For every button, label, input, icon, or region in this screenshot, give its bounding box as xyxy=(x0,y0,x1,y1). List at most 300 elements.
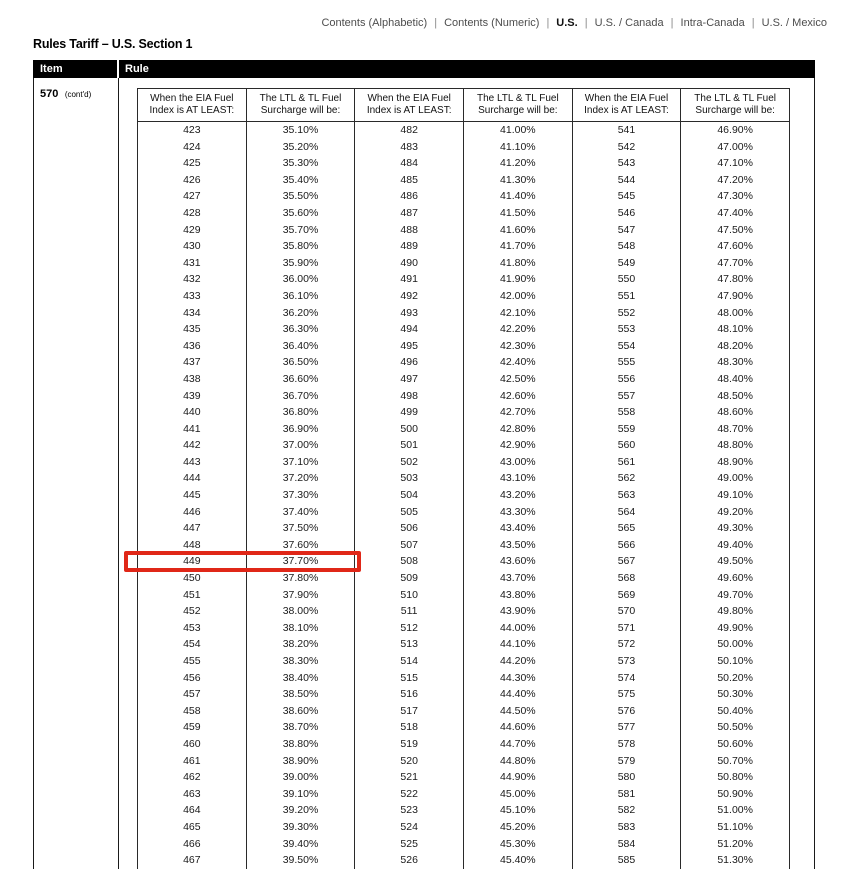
table-row xyxy=(138,753,354,770)
table-row xyxy=(573,802,789,819)
eia-index-value: 436 xyxy=(183,339,201,352)
surcharge-value: 37.90% xyxy=(246,587,355,604)
table-row xyxy=(138,404,354,421)
page-title: Rules Tariff – U.S. Section 1 xyxy=(33,37,193,51)
table-row xyxy=(573,769,789,786)
eia-index-value: 579 xyxy=(617,754,636,767)
surcharge-value: 43.00% xyxy=(463,454,572,471)
table-row xyxy=(355,769,571,786)
surcharge-column-header: The LTL & TL Fuel Surcharge will be: xyxy=(680,89,789,121)
surcharge-value: 39.00% xyxy=(246,769,355,786)
eia-index-value: 510 xyxy=(400,588,418,601)
item-contd-suffix: (cont'd) xyxy=(64,90,92,99)
surcharge-value: 42.40% xyxy=(463,354,572,371)
table-row xyxy=(573,305,789,322)
eia-index-value: 502 xyxy=(400,455,418,468)
surcharge-value: 47.40% xyxy=(680,205,789,222)
eia-index-value: 437 xyxy=(183,356,201,369)
eia-index-value: 576 xyxy=(617,704,636,717)
item-rule-divider xyxy=(118,78,119,869)
surcharge-value: 47.00% xyxy=(680,139,789,156)
eia-index-value: 569 xyxy=(617,588,636,601)
surcharge-value: 39.50% xyxy=(246,852,355,869)
table-row xyxy=(138,222,354,239)
table-row xyxy=(355,570,571,587)
rule-column-label: Rule xyxy=(125,63,149,75)
table-row xyxy=(573,139,789,156)
table-row xyxy=(355,222,571,239)
table-row xyxy=(573,836,789,853)
table-row xyxy=(355,188,571,205)
table-row xyxy=(355,719,571,736)
eia-index-value: 561 xyxy=(617,455,636,468)
table-column-pair xyxy=(138,89,354,869)
surcharge-value: 41.20% xyxy=(463,155,572,172)
surcharge-value: 50.30% xyxy=(680,686,789,703)
eia-index-value: 557 xyxy=(617,389,636,402)
eia-index-value: 448 xyxy=(183,538,201,551)
table-row xyxy=(573,437,789,454)
surcharge-value: 51.00% xyxy=(680,802,789,819)
surcharge-value: 42.50% xyxy=(463,371,572,388)
surcharge-value: 36.10% xyxy=(246,288,355,305)
eia-index-value: 580 xyxy=(617,771,636,784)
eia-index-value: 428 xyxy=(183,206,201,219)
table-row xyxy=(355,470,571,487)
table-row xyxy=(355,321,571,338)
surcharge-value: 38.50% xyxy=(246,686,355,703)
table-row xyxy=(355,753,571,770)
surcharge-value: 43.90% xyxy=(463,603,572,620)
surcharge-value: 41.60% xyxy=(463,222,572,239)
table-row xyxy=(355,238,571,255)
eia-index-value: 433 xyxy=(183,289,201,302)
surcharge-value: 49.50% xyxy=(680,553,789,570)
table-row xyxy=(355,172,571,189)
pair-header-row xyxy=(138,89,354,122)
eia-index-value: 442 xyxy=(183,439,201,452)
table-row xyxy=(573,205,789,222)
table-row xyxy=(355,504,571,521)
eia-index-value: 556 xyxy=(617,372,636,385)
table-row xyxy=(573,454,789,471)
surcharge-value: 35.30% xyxy=(246,155,355,172)
frame-body xyxy=(33,78,815,869)
table-row xyxy=(138,371,354,388)
eia-index-value: 494 xyxy=(400,323,418,336)
eia-index-value: 547 xyxy=(617,223,636,236)
surcharge-value: 38.00% xyxy=(246,603,355,620)
table-row xyxy=(573,172,789,189)
eia-index-value: 487 xyxy=(400,206,418,219)
item-number: 570 xyxy=(40,88,59,100)
surcharge-value: 48.00% xyxy=(680,305,789,322)
nav-contents-alphabetic[interactable]: Contents (Alphabetic) xyxy=(321,17,428,29)
table-row xyxy=(355,703,571,720)
surcharge-value: 37.50% xyxy=(246,520,355,537)
eia-index-value: 551 xyxy=(617,289,636,302)
surcharge-value: 48.20% xyxy=(680,338,789,355)
eia-index-value: 583 xyxy=(617,820,636,833)
surcharge-value: 41.80% xyxy=(463,255,572,272)
table-row xyxy=(573,703,789,720)
table-row xyxy=(138,703,354,720)
surcharge-value: 42.80% xyxy=(463,421,572,438)
nav-intra-canada[interactable]: Intra-Canada xyxy=(680,17,745,29)
surcharge-value: 47.20% xyxy=(680,172,789,189)
table-row xyxy=(573,371,789,388)
surcharge-value: 41.90% xyxy=(463,271,572,288)
eia-index-value: 434 xyxy=(183,306,201,319)
surcharge-value: 41.50% xyxy=(463,205,572,222)
eia-index-value: 519 xyxy=(400,737,418,750)
eia-index-value: 498 xyxy=(400,389,418,402)
eia-index-value: 549 xyxy=(617,256,636,269)
eia-index-value: 429 xyxy=(183,223,201,236)
eia-index-value: 584 xyxy=(617,837,636,850)
surcharge-value: 42.30% xyxy=(463,338,572,355)
surcharge-value: 38.90% xyxy=(246,753,355,770)
table-row xyxy=(355,670,571,687)
table-row xyxy=(138,836,354,853)
eia-index-value: 503 xyxy=(400,472,418,485)
eia-index-value: 554 xyxy=(617,339,636,352)
surcharge-value: 51.20% xyxy=(680,836,789,853)
eia-index-value: 567 xyxy=(617,555,636,568)
nav-contents-numeric[interactable]: Contents (Numeric) xyxy=(444,17,540,29)
pair-rows xyxy=(138,122,354,869)
eia-index-value: 564 xyxy=(617,505,636,518)
table-row xyxy=(355,603,571,620)
table-row xyxy=(355,271,571,288)
surcharge-value: 44.70% xyxy=(463,736,572,753)
eia-index-value: 426 xyxy=(183,173,201,186)
table-row xyxy=(573,852,789,869)
surcharge-value: 35.10% xyxy=(246,122,355,139)
table-row xyxy=(573,587,789,604)
table-row xyxy=(138,819,354,836)
table-row xyxy=(573,238,789,255)
eia-index-value: 440 xyxy=(183,406,201,419)
table-row xyxy=(573,421,789,438)
table-row xyxy=(573,736,789,753)
surcharge-value: 44.00% xyxy=(463,620,572,637)
item-column-label: Item xyxy=(40,63,63,75)
index-column-header: When the EIA Fuel Index is AT LEAST: xyxy=(584,93,669,116)
surcharge-value: 44.10% xyxy=(463,636,572,653)
table-row xyxy=(138,570,354,587)
table-row xyxy=(138,786,354,803)
surcharge-value: 49.80% xyxy=(680,603,789,620)
table-row xyxy=(355,454,571,471)
table-row xyxy=(573,388,789,405)
eia-index-value: 512 xyxy=(400,621,418,634)
eia-index-value: 517 xyxy=(400,704,418,717)
table-row xyxy=(573,122,789,139)
eia-index-value: 463 xyxy=(183,787,201,800)
table-row xyxy=(138,139,354,156)
table-row xyxy=(138,504,354,521)
table-row xyxy=(355,288,571,305)
surcharge-value: 43.70% xyxy=(463,570,572,587)
table-row xyxy=(355,520,571,537)
table-row xyxy=(573,470,789,487)
eia-index-value: 571 xyxy=(617,621,636,634)
surcharge-value: 36.80% xyxy=(246,404,355,421)
eia-index-value: 449 xyxy=(183,555,201,568)
eia-index-value: 488 xyxy=(400,223,418,236)
eia-index-value: 511 xyxy=(400,605,418,618)
eia-index-value: 456 xyxy=(183,671,201,684)
table-row xyxy=(138,188,354,205)
table-row xyxy=(573,603,789,620)
surcharge-value: 41.10% xyxy=(463,139,572,156)
table-row xyxy=(573,620,789,637)
surcharge-value: 36.50% xyxy=(246,354,355,371)
eia-index-value: 524 xyxy=(400,820,418,833)
table-row xyxy=(573,786,789,803)
eia-index-value: 465 xyxy=(183,820,201,833)
table-row xyxy=(573,819,789,836)
eia-index-value: 509 xyxy=(400,572,418,585)
table-row xyxy=(138,520,354,537)
eia-index-value: 515 xyxy=(400,671,418,684)
surcharge-value: 44.80% xyxy=(463,753,572,770)
eia-index-value: 572 xyxy=(617,638,636,651)
eia-index-value: 506 xyxy=(400,522,418,535)
surcharge-value: 37.20% xyxy=(246,470,355,487)
surcharge-value: 37.00% xyxy=(246,437,355,454)
eia-index-value: 525 xyxy=(400,837,418,850)
eia-index-value: 582 xyxy=(617,804,636,817)
eia-index-value: 453 xyxy=(183,621,201,634)
nav-separator: | xyxy=(670,17,674,29)
eia-index-value: 546 xyxy=(617,206,636,219)
surcharge-value: 38.80% xyxy=(246,736,355,753)
eia-index-value: 443 xyxy=(183,455,201,468)
surcharge-value: 48.70% xyxy=(680,421,789,438)
eia-index-value: 454 xyxy=(183,638,201,651)
table-row xyxy=(573,338,789,355)
eia-index-value: 431 xyxy=(183,256,201,269)
index-column-header: When the EIA Fuel Index is AT LEAST: xyxy=(149,93,235,116)
table-row xyxy=(573,354,789,371)
surcharge-value: 44.30% xyxy=(463,670,572,687)
eia-index-value: 432 xyxy=(183,273,201,286)
eia-index-value: 526 xyxy=(400,854,418,867)
eia-index-value: 438 xyxy=(183,372,201,385)
surcharge-value: 43.10% xyxy=(463,470,572,487)
eia-index-value: 573 xyxy=(617,655,636,667)
eia-index-value: 520 xyxy=(400,754,418,767)
nav-separator: | xyxy=(546,17,550,29)
surcharge-value: 43.40% xyxy=(463,520,572,537)
eia-index-value: 455 xyxy=(183,655,201,667)
surcharge-value: 47.30% xyxy=(680,188,789,205)
surcharge-value: 42.00% xyxy=(463,288,572,305)
eia-index-value: 459 xyxy=(183,721,201,734)
eia-index-value: 497 xyxy=(400,372,418,385)
surcharge-value: 48.30% xyxy=(680,354,789,371)
eia-index-value: 490 xyxy=(400,256,418,269)
table-row xyxy=(138,305,354,322)
table-row xyxy=(573,537,789,554)
surcharge-value: 44.20% xyxy=(463,653,572,670)
surcharge-value: 41.70% xyxy=(463,238,572,255)
surcharge-value: 42.10% xyxy=(463,305,572,322)
surcharge-value: 44.60% xyxy=(463,719,572,736)
surcharge-value: 45.40% xyxy=(463,852,572,869)
table-row xyxy=(573,670,789,687)
eia-index-value: 441 xyxy=(183,422,201,435)
surcharge-value: 43.20% xyxy=(463,487,572,504)
surcharge-value: 47.60% xyxy=(680,238,789,255)
surcharge-value: 49.90% xyxy=(680,620,789,637)
nav-separator: | xyxy=(751,17,755,29)
eia-index-value: 427 xyxy=(183,190,201,203)
surcharge-value: 45.30% xyxy=(463,836,572,853)
table-row xyxy=(355,371,571,388)
nav-us-mexico[interactable]: U.S. / Mexico xyxy=(761,17,827,29)
surcharge-value: 36.20% xyxy=(246,305,355,322)
eia-index-value: 555 xyxy=(617,356,636,369)
eia-index-value: 451 xyxy=(183,588,201,601)
surcharge-value: 49.10% xyxy=(680,487,789,504)
surcharge-value: 51.30% xyxy=(680,852,789,869)
surcharge-value: 35.60% xyxy=(246,205,355,222)
eia-index-value: 541 xyxy=(617,124,636,136)
table-row xyxy=(355,553,571,570)
surcharge-value: 43.60% xyxy=(463,553,572,570)
table-row xyxy=(138,802,354,819)
eia-index-value: 543 xyxy=(617,157,636,170)
eia-index-value: 542 xyxy=(617,140,636,153)
surcharge-value: 41.00% xyxy=(463,122,572,139)
eia-index-value: 577 xyxy=(617,721,636,734)
surcharge-value: 44.40% xyxy=(463,686,572,703)
nav-us[interactable]: U.S. xyxy=(556,17,578,29)
eia-index-value: 505 xyxy=(400,505,418,518)
eia-index-value: 467 xyxy=(183,854,201,867)
table-row xyxy=(138,719,354,736)
eia-index-value: 489 xyxy=(400,240,418,253)
surcharge-value: 49.70% xyxy=(680,587,789,604)
eia-index-value: 513 xyxy=(400,638,418,651)
table-row xyxy=(138,736,354,753)
eia-index-value: 507 xyxy=(400,538,418,551)
surcharge-value: 42.90% xyxy=(463,437,572,454)
table-row xyxy=(355,819,571,836)
surcharge-value: 38.10% xyxy=(246,620,355,637)
nav-us-canada[interactable]: U.S. / Canada xyxy=(594,17,664,29)
nav-separator: | xyxy=(584,17,588,29)
table-row xyxy=(355,139,571,156)
surcharge-value: 42.60% xyxy=(463,388,572,405)
table-row xyxy=(355,155,571,172)
table-row xyxy=(138,470,354,487)
surcharge-value: 37.40% xyxy=(246,504,355,521)
eia-index-value: 559 xyxy=(617,422,636,435)
table-row xyxy=(573,520,789,537)
surcharge-value: 50.90% xyxy=(680,786,789,803)
eia-index-value: 552 xyxy=(617,306,636,319)
table-row xyxy=(573,321,789,338)
eia-index-value: 544 xyxy=(617,173,636,186)
eia-index-value: 496 xyxy=(400,356,418,369)
table-row xyxy=(355,255,571,272)
table-row xyxy=(355,338,571,355)
surcharge-value: 39.40% xyxy=(246,836,355,853)
eia-index-value: 550 xyxy=(617,273,636,286)
table-row xyxy=(355,388,571,405)
surcharge-value: 37.70% xyxy=(246,553,355,570)
eia-index-value: 423 xyxy=(183,124,201,136)
eia-index-value: 424 xyxy=(183,140,201,153)
top-nav xyxy=(0,17,832,29)
eia-index-value: 574 xyxy=(617,671,636,684)
table-row xyxy=(138,255,354,272)
table-row xyxy=(138,321,354,338)
table-row xyxy=(138,852,354,869)
table-row xyxy=(355,437,571,454)
table-row xyxy=(355,305,571,322)
table-row xyxy=(355,852,571,869)
surcharge-value: 47.80% xyxy=(680,271,789,288)
item-number-cell xyxy=(40,84,91,102)
eia-index-value: 514 xyxy=(400,655,418,667)
surcharge-value: 50.80% xyxy=(680,769,789,786)
tariff-frame xyxy=(33,60,815,869)
eia-index-value: 545 xyxy=(617,190,636,203)
table-row xyxy=(355,786,571,803)
surcharge-value: 48.60% xyxy=(680,404,789,421)
surcharge-value: 38.60% xyxy=(246,703,355,720)
surcharge-value: 35.70% xyxy=(246,222,355,239)
table-row xyxy=(573,570,789,587)
table-row xyxy=(573,255,789,272)
eia-index-value: 553 xyxy=(617,323,636,336)
nav-separator: | xyxy=(434,17,438,29)
eia-index-value: 563 xyxy=(617,489,636,502)
surcharge-value: 41.30% xyxy=(463,172,572,189)
table-row xyxy=(573,222,789,239)
surcharge-value: 50.60% xyxy=(680,736,789,753)
table-header-bar xyxy=(33,60,815,78)
surcharge-value: 36.90% xyxy=(246,421,355,438)
surcharge-value: 35.90% xyxy=(246,255,355,272)
eia-index-value: 562 xyxy=(617,472,636,485)
eia-index-value: 581 xyxy=(617,787,636,800)
eia-index-value: 518 xyxy=(400,721,418,734)
pair-rows xyxy=(355,122,571,869)
surcharge-value: 38.30% xyxy=(246,653,355,670)
table-row xyxy=(138,338,354,355)
surcharge-value: 36.60% xyxy=(246,371,355,388)
surcharge-value: 38.20% xyxy=(246,636,355,653)
surcharge-value: 41.40% xyxy=(463,188,572,205)
table-row xyxy=(355,421,571,438)
surcharge-value: 47.50% xyxy=(680,222,789,239)
surcharge-value: 50.50% xyxy=(680,719,789,736)
eia-index-value: 548 xyxy=(617,240,636,253)
table-row xyxy=(355,836,571,853)
eia-index-value: 464 xyxy=(183,804,201,817)
surcharge-value: 47.70% xyxy=(680,255,789,272)
surcharge-value: 45.10% xyxy=(463,802,572,819)
surcharge-value: 35.40% xyxy=(246,172,355,189)
table-row xyxy=(355,404,571,421)
eia-index-value: 504 xyxy=(400,489,418,502)
